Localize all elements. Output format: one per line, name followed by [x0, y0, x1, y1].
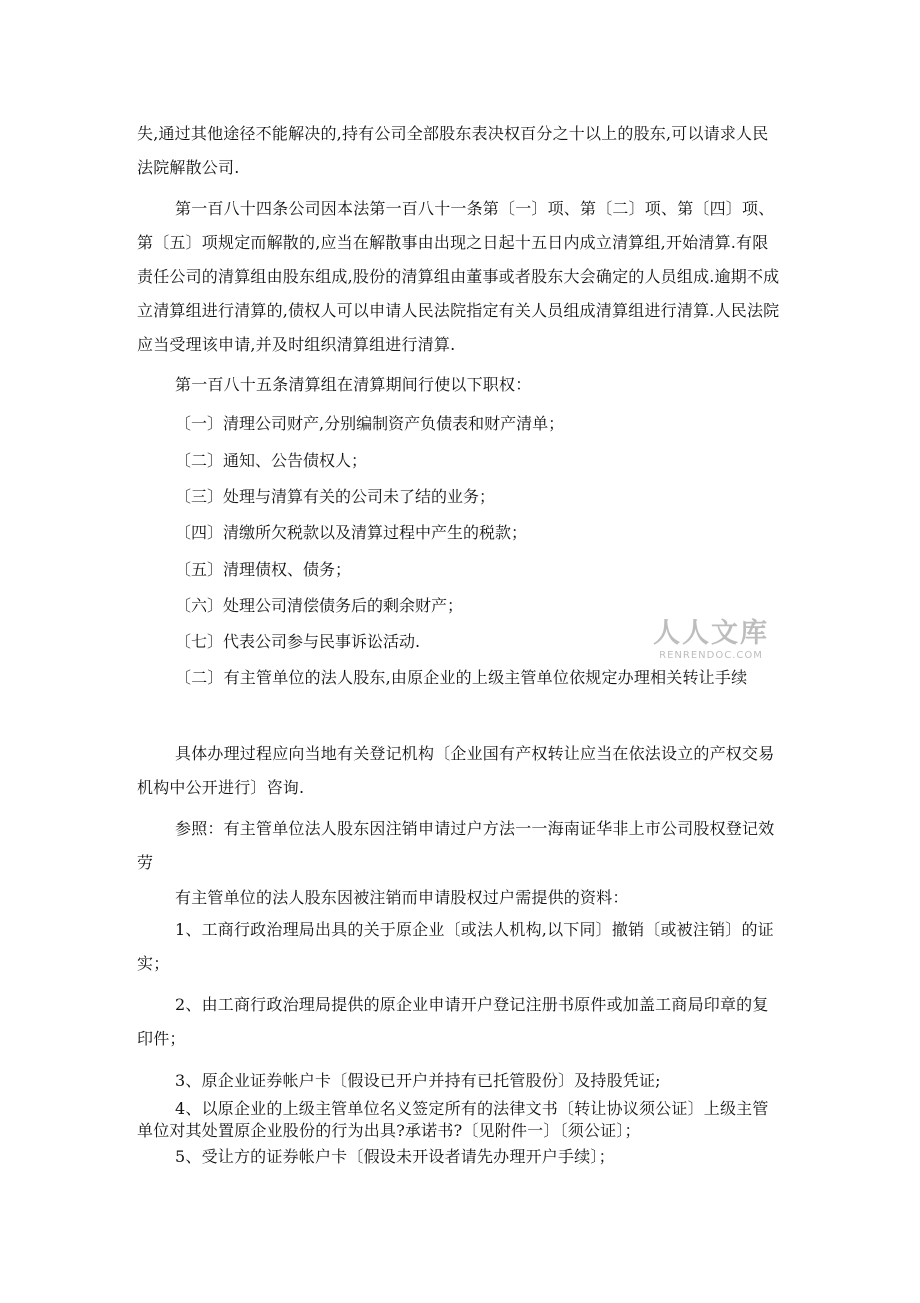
duty-item-1: 〔一〕清理公司财产,分别编制资产负债表和财产清单； [175, 414, 565, 433]
requirement-1: 1、工商行政治理局出具的关于原企业〔或法人机构,以下同〕撤销〔或被注销〕的证实； [137, 920, 774, 973]
duty-item-3: 〔三〕处理与清算有关的公司未了结的业务； [175, 487, 496, 506]
watermark-title: 人人文库 [653, 618, 769, 649]
watermark-url: RENRENDOC.COM [659, 650, 763, 661]
requirement-5: 5、受让方的证券帐户卡〔假设未开设者请先办理开户手续〕； [175, 1147, 615, 1166]
watermark-logo [646, 618, 776, 662]
article-185-heading: 第一百八十五条清算组在清算期间行使以下职权： [175, 375, 532, 394]
requirement-4: 4、以原企业的上级主管单位名义签定所有的法律文书〔转让协议须公证〕上级主管单位对其处置原企业股份的行为出具?承诺书?〔见附件一〕〔须公证〕； [137, 1099, 769, 1140]
requirement-2: 2、由工商行政治理局提供的原企业申请开户登记注册书原件或加盖工商局印章的复印件； [137, 995, 769, 1048]
article-184-paragraph: 第一百八十四条公司因本法第一百八十一条第〔一〕项、第〔二〕项、第〔四〕项、第〔五〕项规定而解散的,应当在解散事由出现之日起十五日内成立清算组,开始清算.有限责任公司的清算组由股东组成,股份的清算组由董事或者股东大会确定的人员组成.逾期不成立清算组进行清算的,债权人可以申请人民法院指定有关人员组成清算组进行清算.人民法院应当受理该申请,并及时组织清算组进行清算. [137, 199, 780, 354]
duty-item-6: 〔六〕处理公司清偿债务后的剩余财产； [175, 596, 464, 615]
duty-item-7: 〔七〕代表公司参与民事诉讼活动. [175, 632, 421, 651]
procedure-paragraph: 具体办理过程应向当地有关登记机构〔企业国有产权转让应当在依法设立的产权交易机构中公开进行〕咨询. [137, 744, 775, 797]
duty-item-2: 〔二〕通知、公告债权人； [175, 451, 368, 470]
materials-heading: 有主管单位的法人股东因被注销而申请股权过户需提供的资料： [175, 888, 629, 907]
duty-item-5: 〔五〕清理债权、债务； [175, 560, 352, 579]
reference-paragraph: 参照：有主管单位法人股东因注销申请过户方法一一海南证华非上市公司股权登记效劳 [137, 819, 775, 872]
paragraph-continuation: 失,通过其他途径不能解决的,持有公司全部股东表决权百分之十以上的股东,可以请求人民法院解散公司. [137, 124, 769, 177]
requirement-3: 3、原企业证券帐户卡〔假设已开户并持有已托管股份〕及持股凭证; [175, 1071, 661, 1090]
transfer-paragraph: 〔二〕有主管单位的法人股东,由原企业的上级主管单位依规定办理相关转让手续 [175, 668, 748, 687]
duty-item-4: 〔四〕清缴所欠税款以及清算过程中产生的税款； [175, 523, 528, 542]
